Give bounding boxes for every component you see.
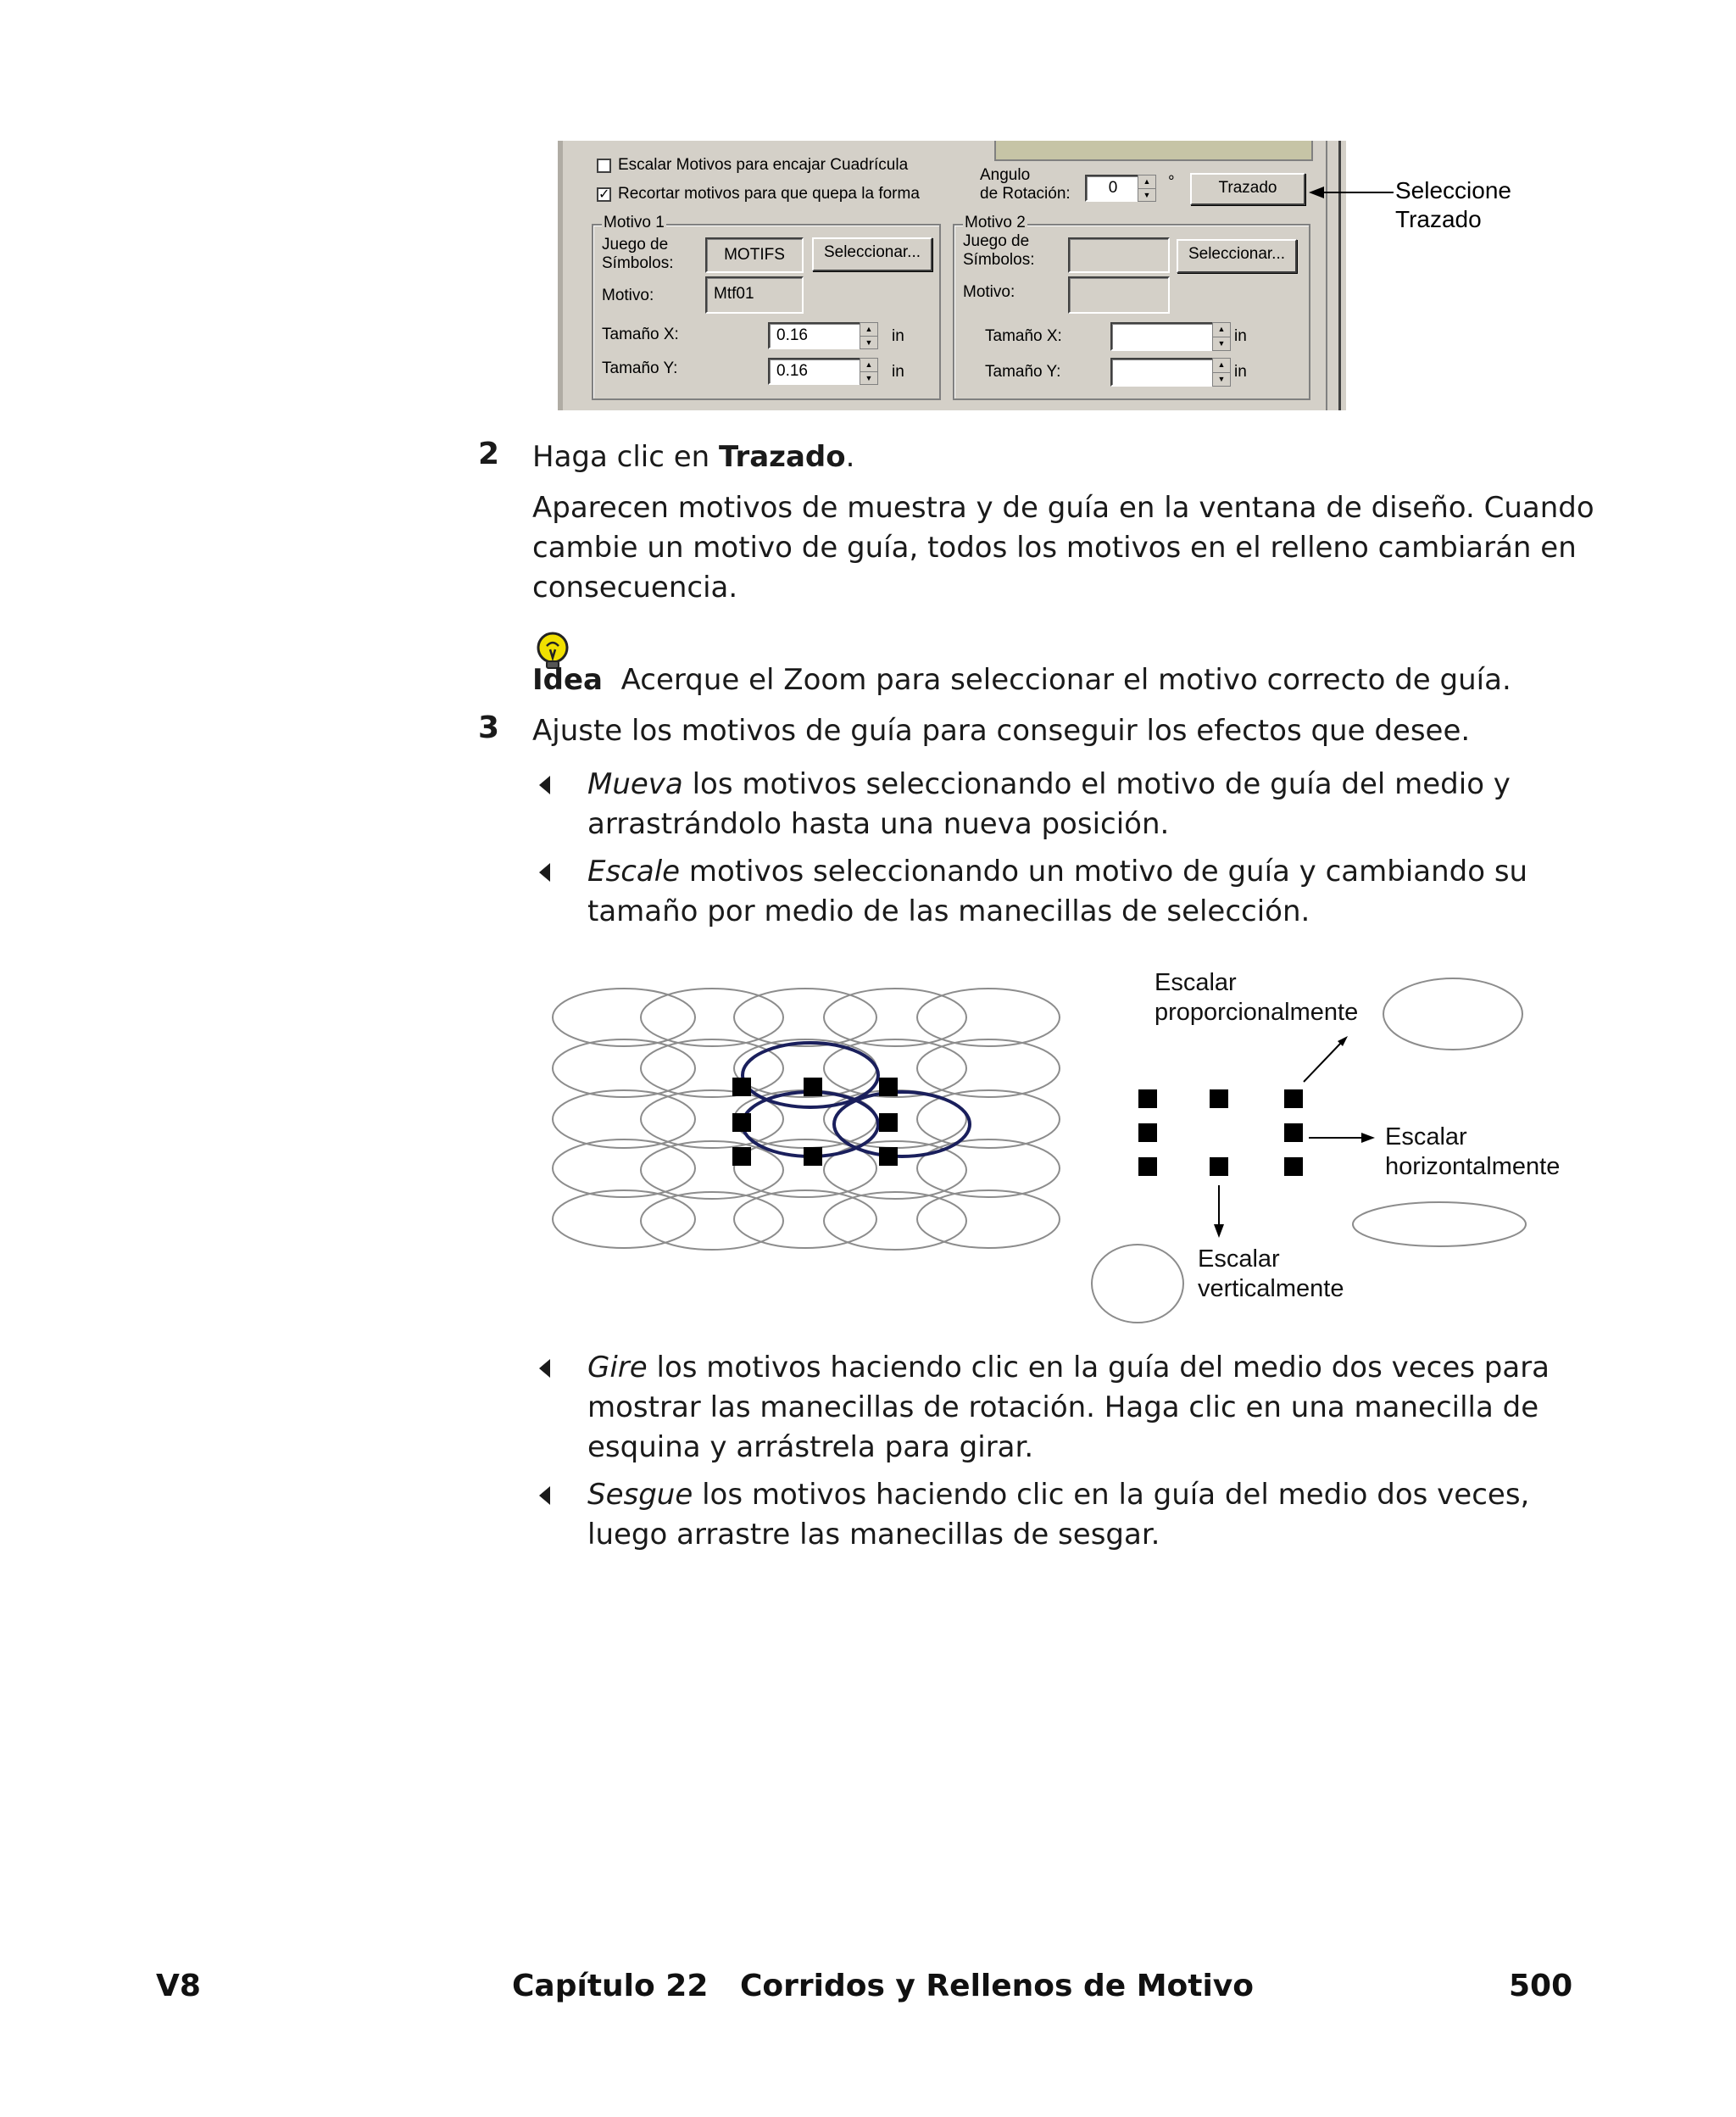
label-horizontal-1: Escalar — [1385, 1123, 1467, 1150]
motif-ellipse — [917, 989, 1060, 1046]
motif-grid — [553, 989, 1060, 1250]
bullet-skew-em: Sesgue — [587, 1478, 693, 1512]
bullet-arrow-icon — [539, 1359, 550, 1378]
bullet-scale-em: Escale — [587, 855, 681, 889]
label-proportional-1: Escalar — [1155, 969, 1237, 996]
selection-handle — [1210, 1157, 1228, 1176]
bullet-scale-text-1: motivos seleccionando un motivo de guía y cambiando su — [680, 855, 1528, 889]
motif-ellipse — [641, 989, 783, 1046]
label-proportional-2: proporcionalmente — [1155, 999, 1359, 1026]
motif-ellipse — [824, 989, 966, 1046]
motif2-size-x-unit: in — [1234, 327, 1247, 345]
bullet-rotate-line-2: mostrar las manecillas de rotación. Haga clic en una manecilla de — [587, 1390, 1539, 1424]
motif2-symbol-set-label-1: Juego de — [963, 232, 1030, 250]
callout-text — [1395, 176, 1511, 234]
motif2-title: Motivo 2 — [965, 214, 1026, 231]
tip-row — [532, 660, 1511, 700]
arrow-proportional-line — [1304, 1043, 1341, 1082]
selection-handle — [732, 1078, 751, 1096]
bullet-rotate-em: Gire — [587, 1351, 648, 1384]
footer-version: V8 — [156, 1969, 201, 2003]
step-3-text: Ajuste los motivos de guía para conseguir los efectos que desee. — [532, 714, 1471, 748]
footer-page-number: 500 — [1509, 1969, 1573, 2003]
scale-motifs-label: Escalar Motivos para encajar Cuadrícula — [618, 156, 909, 174]
horizontal-result-ellipse — [1353, 1202, 1526, 1246]
arrow-vertical-head — [1214, 1224, 1224, 1238]
label-proportional — [1155, 968, 1358, 1028]
motif1-size-x-label: Tamaño X: — [602, 326, 679, 343]
motif2-symbol-set-field — [1068, 237, 1170, 273]
tip-label: Idea — [532, 663, 603, 697]
selection-handle — [1284, 1123, 1303, 1142]
scale-motifs-checkbox[interactable] — [597, 159, 611, 173]
selection-handle — [879, 1113, 898, 1132]
angle-label-2: de Rotación: — [980, 185, 1071, 203]
selection-handles-right — [1138, 1089, 1303, 1176]
selection-handle — [1138, 1123, 1157, 1142]
bullet-scale-line-1 — [587, 852, 1527, 892]
motif-ellipse — [734, 1190, 876, 1248]
motif2-size-y-input[interactable] — [1110, 358, 1216, 387]
bullet-rotate-text-1: los motivos haciendo clic en la guía del medio dos veces para — [647, 1351, 1550, 1384]
dialog-left-edge — [558, 141, 563, 410]
proportional-result-ellipse — [1383, 978, 1522, 1050]
bullet-move-line-2: arrastrándolo hasta una nueva posición. — [587, 807, 1170, 841]
selection-handle — [1138, 1157, 1157, 1176]
motif1-size-y-spinner[interactable]: ▲ ▼ — [860, 358, 878, 385]
label-horizontal — [1385, 1123, 1560, 1182]
result-line-2: cambie un motivo de guía, todos los motivos en el relleno cambiarán en — [532, 531, 1577, 565]
scaling-figure — [542, 958, 1585, 1331]
motif-ellipse — [553, 1190, 695, 1248]
degree-symbol: ° — [1168, 173, 1175, 191]
motif-fill-dialog — [558, 141, 1346, 410]
guide-ellipse — [743, 1092, 878, 1156]
motif-ellipse — [824, 1192, 966, 1250]
crop-motifs-label: Recortar motivos para que quepa la forma — [618, 185, 920, 203]
step-2-number: 2 — [478, 437, 500, 471]
arrow-horizontal-head — [1361, 1133, 1375, 1143]
motif2-motif-label: Motivo: — [963, 283, 1015, 301]
step-2-post: . — [845, 440, 855, 474]
motif1-symbol-set-field: MOTIFS — [705, 237, 804, 273]
tip-text: Acerque el Zoom para seleccionar el motivo correcto de guía. — [620, 663, 1511, 697]
motif1-title: Motivo 1 — [604, 214, 665, 231]
selection-handle — [879, 1147, 898, 1166]
selection-handle — [804, 1147, 822, 1166]
label-vertical — [1198, 1245, 1344, 1304]
motif2-size-y-unit: in — [1234, 363, 1247, 381]
motif1-size-y-input[interactable]: 0.16 — [768, 358, 863, 385]
crop-motifs-row[interactable] — [597, 185, 920, 203]
motif2-size-x-label: Tamaño X: — [985, 327, 1062, 345]
bullet-arrow-icon — [539, 776, 550, 794]
motif-ellipse — [641, 1192, 783, 1250]
selection-handle — [879, 1078, 898, 1096]
motif1-symbol-set-label-2: Símbolos: — [602, 254, 674, 272]
preview-box — [994, 141, 1313, 161]
motif2-select-button[interactable]: Seleccionar... — [1177, 239, 1297, 273]
bullet-arrow-icon — [539, 1486, 550, 1505]
bullet-move-line-1 — [587, 765, 1511, 805]
result-line-3: consecuencia. — [532, 571, 738, 604]
motif-ellipse — [917, 1039, 1060, 1097]
motif-ellipse — [917, 1190, 1060, 1248]
motif1-motif-label: Motivo: — [602, 287, 654, 304]
bullet-rotate-line-3: esquina y arrástrela para girar. — [587, 1430, 1034, 1464]
bullet-rotate — [587, 1348, 1550, 1468]
motif-ellipse — [553, 1039, 695, 1097]
bullet-skew-text-1: los motivos haciendo clic en la guía del medio dos veces, — [693, 1478, 1530, 1512]
result-paragraph — [532, 488, 1594, 608]
selection-handle — [1284, 1089, 1303, 1108]
callout-arrow — [1305, 180, 1399, 205]
guide-ellipse — [834, 1092, 970, 1156]
selection-handle — [1210, 1089, 1228, 1108]
motif1-size-y-label: Tamaño Y: — [602, 359, 678, 377]
motif2-motif-field — [1068, 276, 1170, 314]
motif2-size-x-input[interactable] — [1110, 322, 1216, 351]
callout-line-2: Trazado — [1395, 206, 1482, 232]
motif2-size-y-spinner[interactable]: ▲ ▼ — [1212, 358, 1231, 387]
motif-ellipse — [641, 1039, 783, 1097]
bullet-scale — [587, 852, 1527, 932]
motif1-size-y-unit: in — [892, 363, 904, 381]
selection-handle — [732, 1147, 751, 1166]
crop-motifs-checkbox[interactable]: ✓ — [598, 187, 610, 202]
bullet-skew-line-1 — [587, 1475, 1529, 1515]
step-2-bold: Trazado — [719, 440, 846, 474]
motif1-size-x-spinner[interactable]: ▲ ▼ — [860, 322, 878, 349]
motif-ellipse — [553, 989, 695, 1046]
motif1-symbol-set-label-1: Juego de — [602, 236, 669, 253]
step-2-text — [532, 437, 854, 477]
result-line-1: Aparecen motivos de muestra y de guía en la ventana de diseño. Cuando — [532, 491, 1594, 525]
motif1-size-x-input[interactable]: 0.16 — [768, 322, 863, 349]
motif1-select-button[interactable]: Seleccionar... — [812, 237, 932, 271]
motif2-size-y-label: Tamaño Y: — [985, 363, 1061, 381]
rotation-angle-spinner[interactable]: ▲ ▼ — [1138, 175, 1156, 202]
motif-ellipse — [734, 989, 876, 1046]
bullet-move-text-1: los motivos seleccionando el motivo de guía del medio y — [682, 767, 1511, 801]
rotation-angle-input[interactable]: 0 — [1085, 175, 1141, 202]
label-vertical-1: Escalar — [1198, 1245, 1280, 1273]
motif1-motif-field: Mtf01 — [705, 276, 804, 314]
step-2-pre: Haga clic en — [532, 440, 719, 474]
bullet-skew-line-2: luego arrastre las manecillas de sesgar. — [587, 1518, 1160, 1552]
selection-handle — [1138, 1089, 1157, 1108]
bullet-rotate-line-1 — [587, 1348, 1550, 1388]
label-horizontal-2: horizontalmente — [1385, 1153, 1561, 1180]
bullet-move — [587, 765, 1511, 844]
selection-handle — [732, 1113, 751, 1132]
label-vertical-2: verticalmente — [1198, 1275, 1344, 1302]
motif-ellipse — [641, 1141, 783, 1199]
angle-label-1: Angulo — [980, 166, 1031, 184]
vertical-result-ellipse — [1092, 1245, 1183, 1323]
selection-handle — [1284, 1157, 1303, 1176]
bullet-move-em: Mueva — [587, 767, 683, 801]
motif1-size-x-unit: in — [892, 327, 904, 345]
trazado-button[interactable]: Trazado — [1190, 173, 1305, 205]
bullet-skew — [587, 1475, 1529, 1555]
motif2-symbol-set-label-2: Símbolos: — [963, 251, 1035, 269]
scale-motifs-row[interactable] — [597, 156, 908, 175]
motif2-size-x-spinner[interactable]: ▲ ▼ — [1212, 322, 1231, 351]
bullet-arrow-icon — [539, 863, 550, 882]
bullet-scale-line-2: tamaño por medio de las manecillas de selección. — [587, 894, 1310, 928]
footer-chapter: Capítulo 22 Corridos y Rellenos de Motivo — [512, 1969, 1255, 2003]
step-3-number: 3 — [478, 710, 500, 745]
callout-line-1: Seleccione — [1395, 177, 1511, 203]
selection-handle — [804, 1078, 822, 1096]
